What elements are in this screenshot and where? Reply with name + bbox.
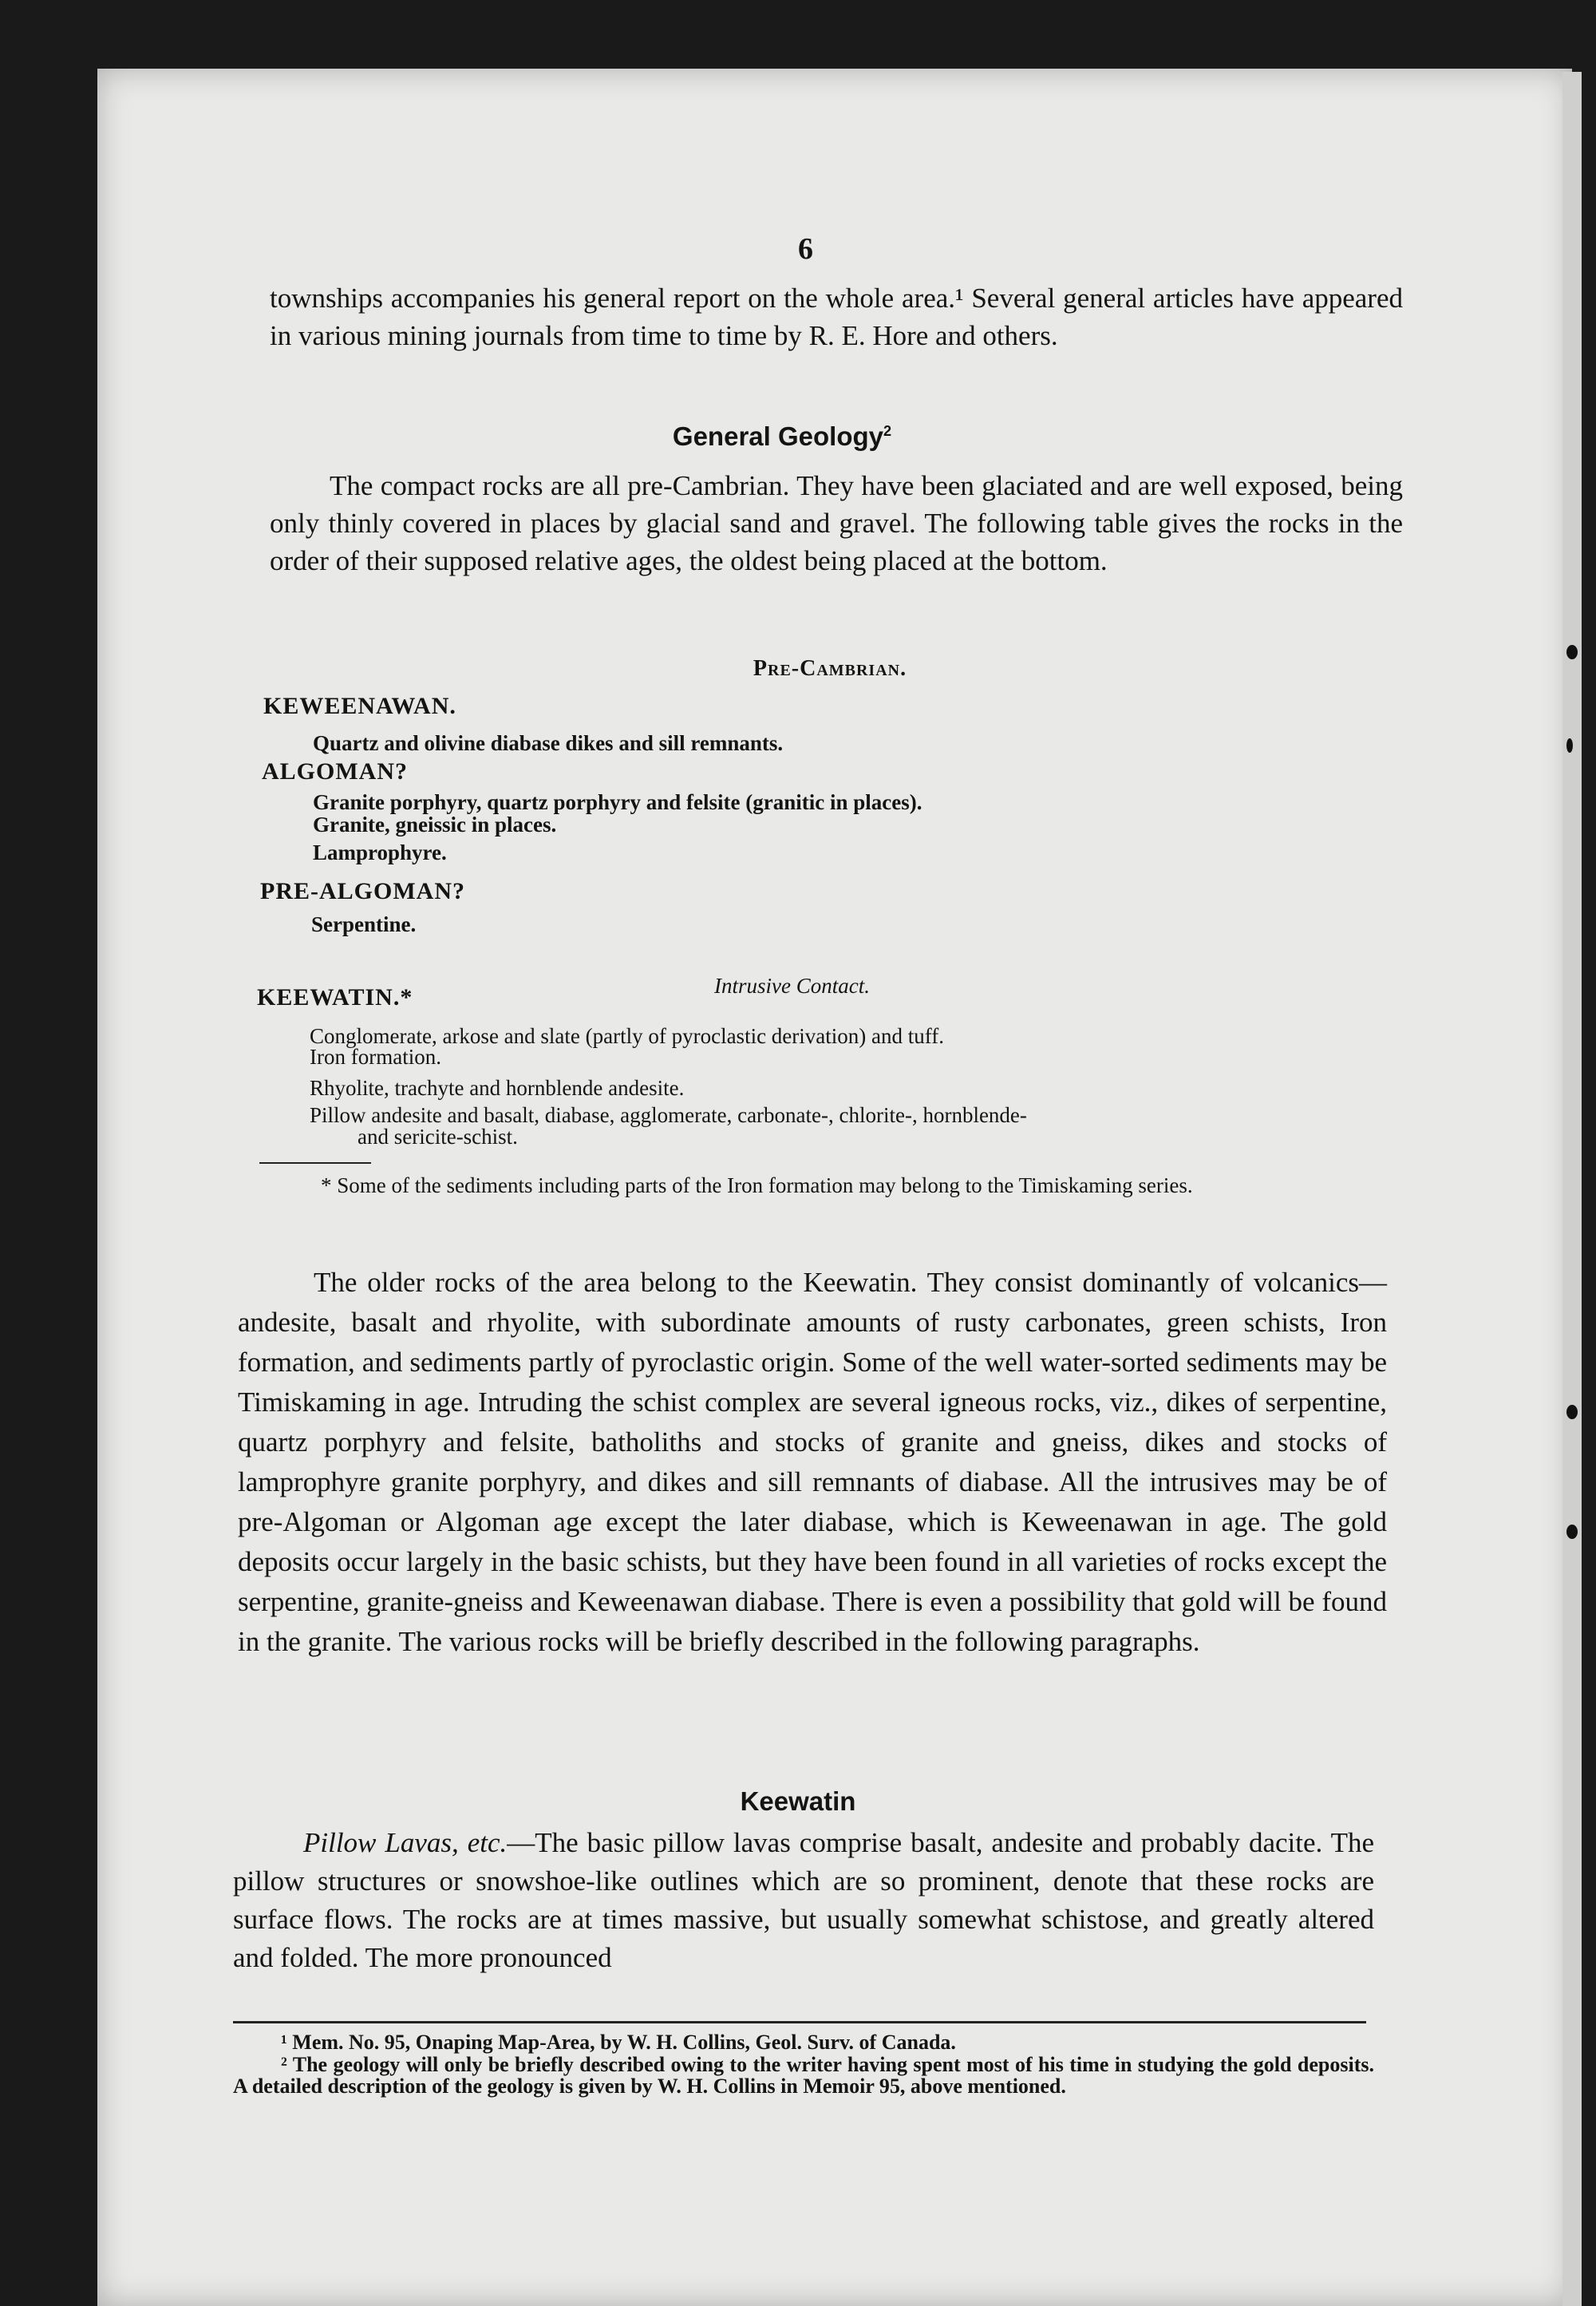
keewatin-paragraph-text: —The basic pillow lavas comprise basalt, andesite and probably dacite. The pillow structures or snowshoe-like outlines which are so prominent, denote that these rocks are surface flows. The rocks are at times massive, but usually somewhat schistose, and greatly altered and folded. The more pronounced <box>233 1827 1375 1973</box>
algoman-item: Lamprophyre. <box>313 841 447 864</box>
binding-mark <box>1566 738 1573 753</box>
footnote-1: ¹ Mem. No. 95, Onaping Map-Area, by W. H. Collins, Geol. Surv. of Canada. <box>281 2031 956 2054</box>
keewatin-item: and sericite-schist. <box>358 1125 518 1149</box>
keewatin-heading: Keewatin <box>740 1786 856 1816</box>
general-geology-heading-note: 2 <box>883 423 892 439</box>
keweenawan-item: Quartz and olivine diabase dikes and sill remnants. <box>313 731 784 755</box>
algoman-item: Granite, gneissic in places. <box>313 813 557 837</box>
binding-mark <box>1566 1405 1578 1419</box>
page-number: 6 <box>798 232 813 266</box>
pre-algoman-label: PRE-ALGOMAN? <box>260 878 465 904</box>
keewatin-paragraph <box>233 1824 1374 1977</box>
keewatin-label: KEEWATIN.* <box>257 984 413 1011</box>
intro-paragraph: townships accompanies his general report on the whole area.¹ Several general articles have appeared in various mining journals from time to time by R. E. Hore and others. <box>270 283 1403 351</box>
keweenawan-label: KEWEENAWAN. <box>263 693 456 719</box>
general-geology-heading <box>606 421 958 452</box>
algoman-label: ALGOMAN? <box>262 758 408 785</box>
table-footnote: * Some of the sediments including parts of the Iron formation may belong to the Timiskaming series. <box>321 1173 1193 1197</box>
keewatin-item: Iron formation. <box>310 1045 441 1069</box>
general-geology-paragraph: The compact rocks are all pre-Cambrian. They have been glaciated and are well exposed, being only thinly covered in places by glacial sand and gravel. The following table gives the rocks in the order of their supposed relative ages, the oldest being placed at the bottom. <box>270 470 1403 576</box>
keewatin-lead: Pillow Lavas, etc. <box>303 1827 508 1858</box>
table-caption: Pre-Cambrian. <box>753 656 907 681</box>
body-paragraph: The older rocks of the area belong to the Keewatin. They consist dominantly of volcanics—andesite, basalt and rhyolite, with subordinate amounts of rusty carbonates, green schists, Iron formation, and sediments partly of pyroclastic origin. Some of the well water-sorted sediments may be Timiskaming in age. Intruding the schist complex are several igneous rocks, viz., dikes of serpentine, quartz porphyry and felsite, batholiths and stocks of granite and gneiss, dikes and stocks of lamprophyre granite porphyry, and dikes and sill remnants of diabase. All the intrusives may be of pre-Algoman or Algoman age except the later diabase, which is Keweenawan in age. The gold deposits occur largely in the basic schists, but they have been found in all varieties of rocks except the serpentine, granite-gneiss and Keweenawan diabase. There is even a possibility that gold will be found in the granite. The various rocks will be briefly described in the following paragraphs. <box>238 1267 1387 1657</box>
keewatin-item: Rhyolite, trachyte and hornblende andesite. <box>310 1076 685 1100</box>
footnote-rule <box>233 2021 1366 2023</box>
intrusive-contact: Intrusive Contact. <box>714 974 870 998</box>
algoman-item: Granite porphyry, quartz porphyry and felsite (granitic in places). <box>313 790 922 814</box>
general-geology-heading-text: General Geology <box>672 421 883 451</box>
pre-algoman-item: Serpentine. <box>311 912 417 936</box>
table-footnote-rule <box>259 1162 371 1164</box>
binding-mark <box>1566 645 1578 659</box>
keewatin-item: Pillow andesite and basalt, diabase, agglomerate, carbonate-, chlorite-, hornblende- <box>310 1103 1027 1127</box>
keewatin-item: Conglomerate, arkose and slate (partly of pyroclastic derivation) and tuff. <box>310 1024 944 1048</box>
footnote-2: ² The geology will only be briefly described owing to the writer having spent most of his time in studying the gold deposits. A detailed description of the geology is given by W. H. Collins in Memoir 95, above mentioned. <box>233 2053 1374 2098</box>
binding-mark <box>1566 1525 1578 1539</box>
